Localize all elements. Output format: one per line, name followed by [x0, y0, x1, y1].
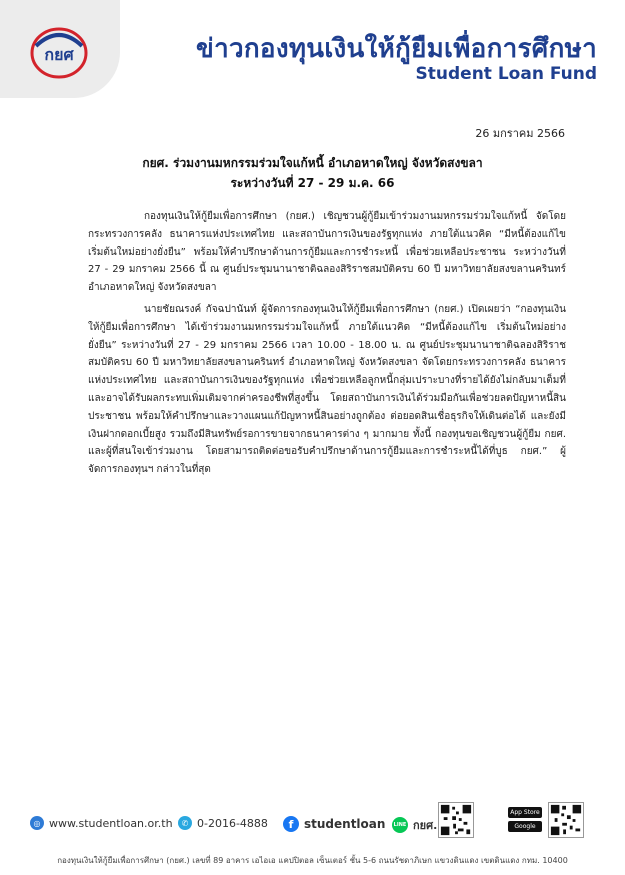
paragraph-1-text: กองทุนเงินให้กู้ยืมเพื่อการศึกษา (กยศ.) เชิญชวนผู้กู้ยืมเข้าร่วมงานมหกรรมร่วมใจแก้หนี้ จัดโดยกระทรวงการคลัง ธนาคารแห่งประเทศไทย และสถาบันการเงินของรัฐทุกแห่ง ภายใต้แนวคิด “มีหนี้ต้องแก้ไข เริ่มต้นใหม่อย่างยั่งยืน” พร้อมให้คำปรึกษาด้านการกู้ยืมและการชำระหนี้ เพื่อช่วยเหลือประชาชน ระหว่างวันที่ 27 - 29 มกราคม 2566 นี้ ณ ศูนย์ประชุมนานาชาติฉลองสิริราชสมบัติครบ 60 ปี มหาวิทยาลัยสงขลานครินทร์ อำเภอหาดใหญ่ จังหวัดสงขลา [88, 211, 566, 294]
qr-code-icon [438, 802, 474, 838]
header-subtitle: Student Loan Fund [415, 64, 597, 84]
headline [60, 153, 565, 193]
facebook-icon: f [283, 816, 299, 832]
line-icon [392, 817, 408, 833]
website-link[interactable]: www.studentloan.or.th [49, 816, 173, 830]
headline-line-2: ระหว่างวันที่ 27 - 29 ม.ค. 66 [230, 176, 395, 190]
headline-line-1: กยศ. ร่วมงานมหกรรมร่วมใจแก้หนี้ อำเภอหาดใหญ่ จังหวัดสงขลา [142, 156, 483, 170]
footer-address: กองทุนเงินให้กู้ยืมเพื่อการศึกษา (กยศ.) เลขที่ 89 อาคาร เอไอเอ แคปปิตอล เซ็นเตอร์ ชั้น 5-6 ถนนรัชดาภิเษก แขวงดินแดง เขตดินแดง กทม. 10400 [57, 856, 568, 865]
facebook-page[interactable]: studentloan [304, 817, 386, 831]
footer-phone[interactable] [178, 816, 268, 830]
line-id[interactable]: กยศ. [413, 819, 438, 832]
release-date: 26 มกราคม 2566 [475, 127, 565, 140]
logo-box [0, 0, 120, 98]
footer-facebook[interactable] [283, 816, 385, 832]
paragraph-1 [88, 208, 566, 297]
globe-icon: ◎ [30, 816, 44, 830]
phone-number[interactable]: 0-2016-4888 [197, 816, 268, 830]
app-qr-code-icon [548, 802, 584, 838]
paragraph-2 [88, 301, 566, 479]
phone-icon: ✆ [178, 816, 192, 830]
article-body [88, 208, 566, 479]
logo-text: กยศ [44, 47, 74, 64]
header [0, 0, 625, 100]
footer-website[interactable] [30, 816, 173, 830]
footer-line[interactable] [392, 816, 437, 834]
paragraph-2-text: นายชัยณรงค์ กัจฉปานันท์ ผู้จัดการกองทุนเงินให้กู้ยืมเพื่อการศึกษา (กยศ.) เปิดเผยว่า “กองทุนเงินให้กู้ยืมเพื่อการศึกษา ได้เข้าร่วมงานมหกรรมร่วมใจแก้หนี้ ภายใต้แนวคิด “มีหนี้ต้องแก้ไข เริ่มต้นใหม่อย่างยั่งยืน” ระหว่างวันที่ 27 - 29 มกราคม 2566 เวลา 10.00 - 18.00 น. ณ ศูนย์ประชุมนานาชาติฉลองสิริราชสมบัติครบ 60 ปี มหาวิทยาลัยสงขลานครินทร์ อำเภอหาดใหญ่ จังหวัดสงขลา จัดโดยกระทรวงการคลัง ธนาคารแห่งประเทศไทย และสถาบันการเงินของรัฐทุกแห่ง เพื่อช่วยเหลือลูกหนี้กลุ่มเปราะบางที่รายได้ยังไม่กลับมาเต็มที่ และอาจได้รับผลกระทบเพิ่มเติมจากค่าครองชีพที่สูงขึ้น โดยสถาบันการเงินได้ร่วมมือกันเพื่อช่วยลดปัญหาหนี้สินประชาชน พร้อมให้คำปรึกษาและวางแผนแก้ปัญหาหนี้สินอย่างถูกต้อง ต่อยอดสินเชื่อธุรกิจให้เดินต่อได้ และยังมีเงินฝากดอกเบี้ยสูง รวมถึงมีสินทรัพย์รอการขายจากธนาคารต่าง ๆ มากมาย ทั้งนี้ กองทุนขอเชิญชวนผู้กู้ยืม กยศ. และผู้ที่สนใจเข้าร่วมงาน โดยสามารถติดต่อขอรับคำปรึกษาด้านการกู้ยืมและการชำระหนี้ได้ที่บูธ กยศ.” ผู้จัดการกองทุนฯ กล่าวในที่สุด [88, 303, 566, 476]
line-icon-label: LINE [393, 822, 407, 828]
header-title: ข่าวกองทุนเงินให้กู้ยืมเพื่อการศึกษา [196, 34, 597, 64]
kyc-logo-icon [28, 22, 90, 80]
app-store-badge[interactable]: App Store [508, 807, 542, 818]
google-play-badge[interactable]: Google Play [508, 821, 542, 832]
footer [0, 790, 625, 875]
